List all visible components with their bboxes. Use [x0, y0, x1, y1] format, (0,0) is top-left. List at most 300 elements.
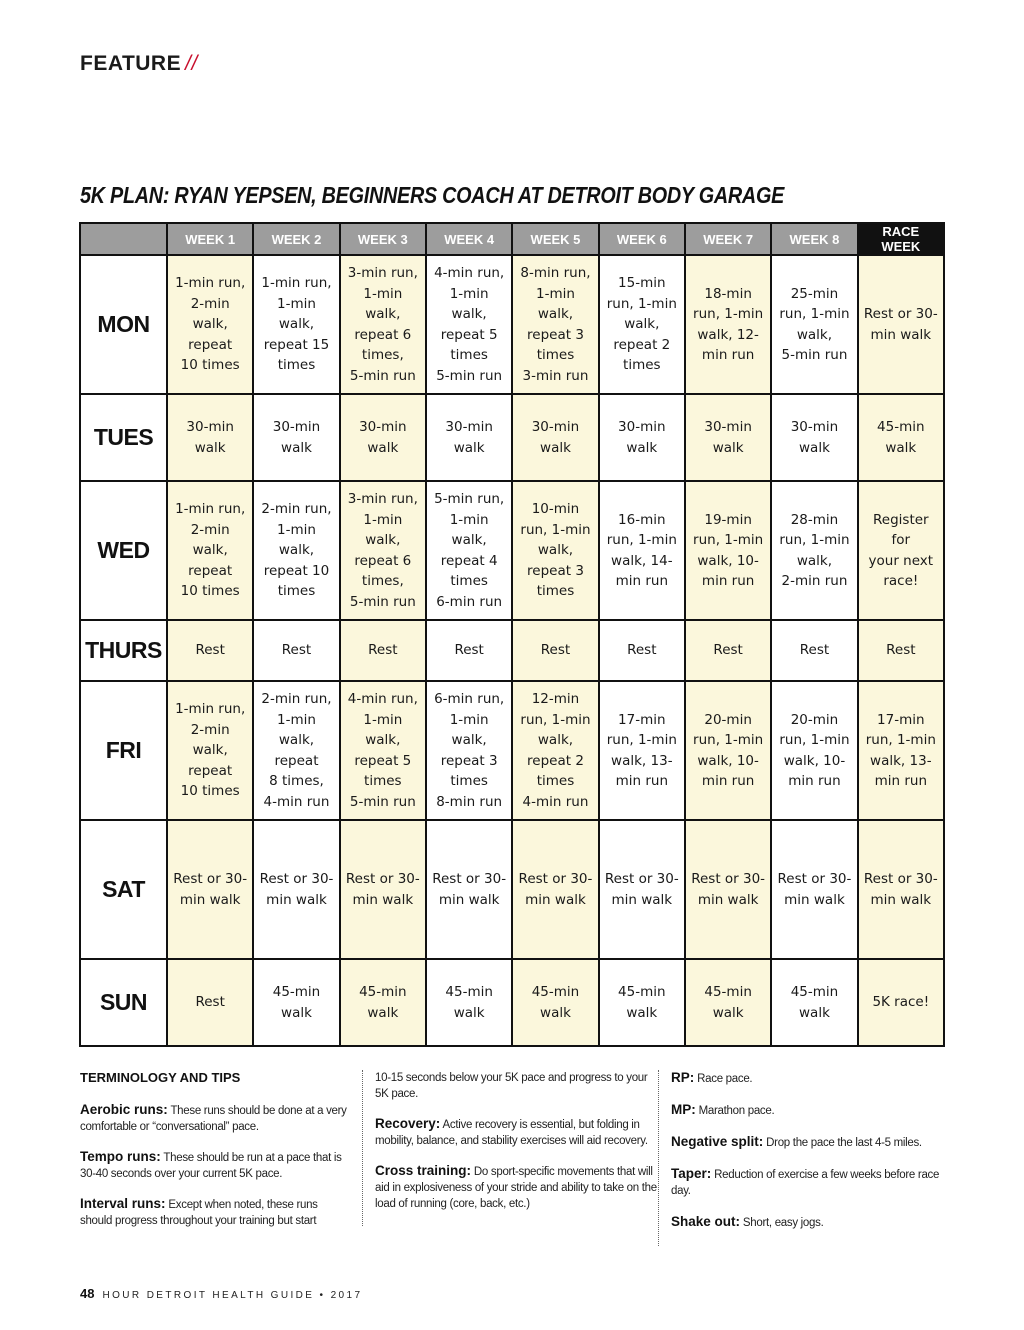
workout-line: 3-min run,: [347, 265, 418, 281]
workout-line: repeat 10: [263, 562, 330, 579]
workout-cell: [167, 255, 253, 394]
day-label: SAT: [80, 820, 167, 959]
workout-cell: [340, 620, 426, 681]
workout-line: Register for: [873, 511, 929, 548]
workout-line: Rest: [713, 642, 743, 659]
table-row: [80, 255, 944, 394]
workout-line: 30-min: [790, 419, 839, 435]
workout-line: 25-min: [790, 285, 839, 302]
workout-line: 30-min: [704, 419, 752, 435]
term-entry: [80, 1102, 352, 1135]
workout-line: repeat 6: [354, 326, 412, 343]
workout-cell: [771, 959, 857, 1046]
workout-line: 45-min: [618, 984, 666, 1000]
workout-cell: [771, 681, 857, 820]
workout-line: 45-min: [877, 419, 925, 435]
term-definition: Drop the pace the last 4-5 miles.: [763, 1137, 922, 1149]
workout-line: 30-min: [618, 419, 666, 435]
workout-cell: [340, 394, 426, 481]
workout-line: run, 1-min: [779, 306, 850, 322]
table-header-row: [80, 223, 944, 255]
workout-cell: [167, 620, 253, 681]
workout-line: times: [277, 357, 316, 374]
workout-line: 5-min run: [349, 593, 416, 610]
workout-cell: [512, 255, 598, 394]
term-definition: Marathon pace.: [695, 1105, 775, 1117]
workout-line: Rest: [195, 994, 225, 1011]
plan-title: 5K PLAN: RYAN YEPSEN, BEGINNERS COACH AT DETROIT BODY GARAGE: [80, 182, 785, 208]
workout-cell: [858, 681, 944, 820]
workout-line: walk: [281, 1004, 312, 1021]
day-label: WED: [80, 481, 167, 620]
workout-cell: [167, 820, 253, 959]
workout-cell: [771, 255, 857, 394]
workout-cell: [340, 255, 426, 394]
week-header-1: WEEK 1: [167, 223, 253, 255]
workout-line: walk: [281, 439, 312, 456]
workout-cell: [167, 481, 253, 620]
workout-line: min run: [701, 573, 755, 589]
workout-line: 30-min: [272, 419, 321, 435]
workout-line: 30-min: [531, 419, 580, 435]
workout-cell: [340, 959, 426, 1046]
workout-line: walk,: [537, 732, 574, 748]
workout-cell: [599, 481, 685, 620]
workout-line: min run: [701, 347, 755, 363]
workout-line: times,: [361, 347, 404, 363]
workout-line: 45-min: [531, 984, 580, 1000]
workout-cell: [426, 255, 512, 394]
workout-line: 1-min run,: [175, 275, 246, 292]
workout-line: race!: [883, 573, 919, 589]
workout-line: 30-min: [359, 419, 407, 435]
workout-line: walk: [712, 1004, 744, 1021]
workout-line: repeat 2: [527, 752, 584, 769]
workout-line: walk: [799, 439, 830, 456]
workout-line: Rest: [886, 642, 916, 659]
week-header-6: WEEK 6: [599, 223, 685, 255]
workout-cell: [253, 394, 339, 481]
workout-line: run, 1-min: [693, 732, 764, 748]
workout-line: 45-min: [704, 984, 752, 1000]
workout-cell: [599, 959, 685, 1046]
workout-cell: [167, 959, 253, 1046]
workout-line: 30-min: [445, 419, 493, 435]
workout-line: Rest or 30-: [863, 306, 938, 322]
workout-line: Rest: [195, 642, 225, 659]
workout-line: 1-min run,: [175, 701, 246, 718]
workout-line: 5K race!: [872, 994, 930, 1011]
workout-line: times: [450, 347, 488, 363]
workout-line: 5-min run: [349, 367, 416, 384]
training-plan-table: [79, 222, 945, 1047]
workout-line: 1-min: [449, 285, 489, 302]
workout-cell: [858, 959, 944, 1046]
week-header-7: WEEK 7: [685, 223, 771, 255]
workout-line: walk,: [796, 326, 833, 343]
workout-line: 45-min: [445, 984, 493, 1000]
workout-line: 2-min: [190, 521, 230, 538]
workout-line: 17-min: [618, 711, 666, 728]
workout-line: walk: [626, 1004, 658, 1021]
workout-line: 19-min: [704, 511, 752, 528]
workout-line: min walk: [784, 891, 845, 908]
workout-cell: [771, 481, 857, 620]
workout-line: min walk: [697, 891, 759, 908]
day-label: FRI: [80, 681, 167, 820]
workout-cell: [512, 481, 598, 620]
workout-line: 4-min run: [263, 793, 330, 810]
table-row: [80, 481, 944, 620]
workout-line: repeat 5: [440, 326, 498, 343]
workout-cell: [599, 620, 685, 681]
week-header-9: RACE WEEK: [858, 223, 944, 255]
term-name: Negative split:: [671, 1134, 764, 1149]
workout-line: 18-min: [704, 285, 752, 302]
workout-line: 1-min: [363, 711, 403, 728]
workout-line: walk: [453, 1004, 485, 1021]
workout-cell: [599, 820, 685, 959]
workout-cell: [512, 394, 598, 481]
term-definition: Do sport-specific movements that will aid in explosiveness of your stride and ability to take on the load of running (core, back, etc.): [375, 1166, 657, 1210]
term-name: Aerobic runs:: [80, 1102, 168, 1117]
workout-cell: [858, 394, 944, 481]
workout-line: walk,: [451, 532, 487, 548]
workout-cell: [340, 681, 426, 820]
term-definition: Race pace.: [694, 1073, 753, 1085]
workout-line: repeat 3: [440, 752, 498, 769]
workout-line: 10 times: [180, 783, 240, 800]
page-number: 48: [80, 1286, 95, 1301]
workout-line: min walk: [870, 326, 932, 343]
workout-line: walk,: [451, 306, 487, 322]
workout-line: run, 1-min: [693, 532, 764, 548]
workout-line: 45-min: [790, 984, 839, 1000]
terminology-list-2: [375, 1116, 659, 1212]
table-row: [80, 681, 944, 820]
workout-line: walk,: [192, 542, 228, 559]
workout-line: repeat: [274, 752, 319, 769]
week-header-8: WEEK 8: [771, 223, 857, 255]
workout-line: 17-min: [877, 711, 925, 728]
workout-cell: [426, 394, 512, 481]
term-entry: [671, 1214, 961, 1231]
workout-line: Rest or 30-: [259, 871, 334, 887]
workout-cell: [771, 394, 857, 481]
workout-cell: [340, 820, 426, 959]
workout-line: repeat 15: [263, 336, 330, 353]
workout-cell: [599, 681, 685, 820]
workout-cell: [858, 255, 944, 394]
workout-line: 1-min run,: [261, 275, 332, 292]
workout-line: times: [277, 583, 316, 600]
term-entry: [375, 1163, 659, 1212]
workout-line: run, 1-min: [865, 732, 936, 748]
workout-line: 8-min run,: [520, 265, 591, 281]
workout-line: repeat 5: [354, 752, 412, 769]
workout-cell: [253, 255, 339, 394]
workout-cell: [512, 959, 598, 1046]
workout-line: 28-min: [790, 511, 839, 528]
workout-line: 16-min: [618, 511, 666, 528]
term-name: Tempo runs:: [80, 1149, 161, 1164]
workout-line: walk, 10-: [783, 752, 846, 769]
workout-line: walk, 14-: [611, 552, 673, 569]
term-name: Cross training:: [375, 1163, 472, 1178]
workout-line: 10 times: [180, 357, 240, 374]
workout-line: 3-min run: [522, 367, 589, 384]
workout-line: 2-min: [190, 295, 230, 312]
term-definition: These runs should be done at a very comfortable or “conversational” pace.: [80, 1105, 347, 1133]
workout-cell: [599, 394, 685, 481]
workout-line: Rest or 30-: [604, 871, 679, 887]
workout-line: min run: [615, 573, 669, 589]
workout-line: 1-min: [449, 511, 489, 528]
term-name: Shake out:: [671, 1214, 741, 1229]
workout-line: 45-min: [272, 984, 321, 1000]
workout-line: run, 1-min: [606, 295, 677, 312]
workout-line: repeat 6: [354, 552, 412, 569]
workout-line: 1-min: [449, 711, 489, 728]
workout-cell: [253, 681, 339, 820]
terminology-column-3: [658, 1070, 961, 1246]
workout-line: walk,: [537, 542, 574, 559]
workout-line: walk: [194, 439, 226, 456]
workout-line: walk: [453, 439, 485, 456]
term-name: MP:: [671, 1102, 696, 1117]
workout-line: walk: [626, 439, 658, 456]
term-definition: Reduction of exercise a few weeks before race day.: [671, 1169, 940, 1197]
workout-line: repeat 3: [527, 562, 584, 579]
term-definition: Active recovery is essential, but folding in mobility, balance, and stability exercises will aid recovery.: [375, 1119, 648, 1147]
workout-line: 45-min: [359, 984, 407, 1000]
workout-line: min walk: [266, 891, 327, 908]
term-name: Recovery:: [375, 1116, 441, 1131]
workout-line: 4-min run,: [347, 691, 418, 707]
workout-line: walk,: [451, 732, 487, 748]
workout-line: 6-min run,: [434, 691, 505, 707]
workout-cell: [771, 620, 857, 681]
workout-line: 4-min run: [522, 793, 589, 810]
workout-line: walk,: [365, 532, 401, 548]
workout-line: min walk: [525, 891, 586, 908]
workout-cell: [685, 481, 771, 620]
term-entry: [671, 1102, 961, 1119]
workout-line: 2-min: [190, 721, 230, 738]
workout-cell: [253, 620, 339, 681]
week-header-5: WEEK 5: [512, 223, 598, 255]
workout-line: min walk: [870, 891, 932, 908]
workout-line: walk,: [624, 316, 660, 333]
workout-line: repeat 4: [440, 552, 498, 569]
workout-line: times: [623, 357, 661, 374]
workout-line: repeat: [188, 762, 233, 779]
workout-line: 2-min run,: [261, 501, 332, 518]
term-entry: [80, 1196, 352, 1229]
term-definition: These should be run at a pace that is 30-40 seconds over your current 5K pace.: [80, 1152, 342, 1180]
workout-line: min run: [874, 773, 928, 789]
workout-line: walk,: [278, 732, 315, 748]
workout-line: Rest: [281, 642, 312, 659]
terminology-column-1: [80, 1068, 352, 1243]
terminology-list-3: [671, 1070, 961, 1231]
day-label: TUES: [80, 394, 167, 481]
workout-cell: [685, 255, 771, 394]
section-tag-slashes: //: [185, 52, 198, 75]
workout-line: walk: [367, 1004, 399, 1021]
day-label: MON: [80, 255, 167, 394]
workout-line: Rest or 30-: [691, 871, 766, 887]
workout-line: Rest or 30-: [518, 871, 593, 887]
workout-line: Rest: [368, 642, 398, 659]
workout-line: 8 times,: [269, 773, 324, 789]
workout-line: 1-min: [277, 295, 316, 312]
workout-line: Rest or 30-: [345, 871, 420, 887]
workout-line: times: [536, 583, 575, 600]
workout-line: 10 times: [180, 583, 240, 600]
workout-line: run, 1-min: [520, 521, 591, 538]
workout-line: times: [450, 773, 488, 789]
workout-cell: [426, 681, 512, 820]
table-header-corner: [80, 223, 167, 255]
workout-line: walk: [885, 439, 917, 456]
workout-cell: [858, 820, 944, 959]
workout-line: run, 1-min: [693, 306, 764, 322]
workout-cell: [253, 820, 339, 959]
workout-cell: [685, 820, 771, 959]
workout-line: run, 1-min: [779, 732, 850, 748]
workout-line: walk: [799, 1004, 830, 1021]
workout-cell: [253, 481, 339, 620]
workout-line: 5-min run: [781, 347, 848, 363]
week-header-2: WEEK 2: [253, 223, 339, 255]
workout-line: times: [536, 347, 575, 363]
workout-line: walk, 12-: [697, 326, 759, 343]
workout-cell: [426, 959, 512, 1046]
workout-cell: [253, 959, 339, 1046]
workout-line: walk: [540, 1004, 571, 1021]
term-name: RP:: [671, 1070, 695, 1085]
workout-cell: [426, 481, 512, 620]
workout-line: 5-min run: [349, 793, 416, 810]
workout-line: walk: [712, 439, 744, 456]
workout-line: min run: [788, 773, 841, 789]
workout-line: min walk: [438, 891, 500, 908]
workout-cell: [512, 681, 598, 820]
workout-line: min walk: [352, 891, 414, 908]
workout-line: 3-min run,: [347, 491, 418, 507]
workout-line: walk,: [192, 316, 228, 333]
workout-line: 4-min run,: [434, 265, 505, 281]
workout-line: Rest or 30-: [173, 871, 248, 887]
workout-line: walk, 10-: [697, 552, 759, 569]
workout-line: 1-min: [277, 711, 316, 728]
table-row: [80, 959, 944, 1046]
workout-line: 1-min: [536, 285, 575, 302]
table-row: [80, 394, 944, 481]
workout-line: walk, 10-: [697, 752, 759, 769]
table-row: [80, 620, 944, 681]
workout-line: walk,: [365, 306, 401, 322]
workout-line: your next: [868, 552, 934, 569]
term-entry: [671, 1134, 961, 1151]
table-body: [80, 255, 944, 1046]
workout-cell: [858, 481, 944, 620]
workout-line: min walk: [179, 891, 241, 908]
term-definition: Short, easy jogs.: [740, 1217, 824, 1229]
terminology-continuation: 10-15 seconds below your 5K pace and progress to your 5K pace.: [375, 1072, 648, 1100]
term-entry: [671, 1070, 961, 1087]
day-label: SUN: [80, 959, 167, 1046]
workout-line: repeat: [188, 336, 233, 353]
workout-line: 15-min: [618, 275, 666, 292]
workout-line: 1-min: [363, 285, 403, 302]
week-header-3: WEEK 3: [340, 223, 426, 255]
workout-line: repeat: [188, 562, 233, 579]
publication-name: HOUR DETROIT HEALTH GUIDE • 2017: [102, 1290, 363, 1301]
workout-line: min run: [701, 773, 755, 789]
workout-line: Rest: [540, 642, 571, 659]
term-name: Taper:: [671, 1166, 712, 1181]
workout-line: 30-min: [186, 419, 234, 435]
workout-line: run, 1-min: [606, 732, 677, 748]
workout-line: 1-min: [277, 521, 316, 538]
workout-line: walk: [540, 439, 571, 456]
section-tag-label: FEATURE: [80, 52, 182, 75]
day-label: THURS: [80, 620, 167, 681]
terminology-list-1: [80, 1102, 352, 1229]
workout-line: 10-min: [531, 501, 580, 518]
workout-line: 5-min run: [436, 367, 503, 384]
workout-line: times: [364, 773, 402, 789]
terminology-heading: TERMINOLOGY AND TIPS: [80, 1070, 241, 1085]
workout-line: walk, 13-: [611, 752, 673, 769]
workout-cell: [685, 620, 771, 681]
section-tag: [80, 52, 198, 76]
term-entry: [80, 1149, 352, 1182]
table-row: [80, 820, 944, 959]
workout-line: run, 1-min: [606, 532, 677, 548]
workout-line: walk,: [796, 552, 833, 569]
workout-line: Rest: [454, 642, 484, 659]
term-definition: Except when noted, these runs should progress throughout your training but start: [80, 1199, 318, 1227]
workout-line: min run: [615, 773, 669, 789]
workout-cell: [167, 394, 253, 481]
workout-line: run, 1-min: [520, 711, 591, 728]
workout-cell: [512, 620, 598, 681]
workout-line: repeat 2: [613, 336, 671, 353]
workout-line: Rest: [799, 642, 830, 659]
workout-line: 8-min run: [436, 793, 503, 810]
workout-line: walk, 13-: [870, 752, 932, 769]
workout-line: Rest or 30-: [863, 871, 938, 887]
workout-line: run, 1-min: [779, 532, 850, 548]
workout-cell: [599, 255, 685, 394]
workout-line: Rest: [627, 642, 657, 659]
workout-cell: [858, 620, 944, 681]
workout-line: walk,: [192, 742, 228, 759]
workout-cell: [340, 481, 426, 620]
workout-line: Rest or 30-: [432, 871, 507, 887]
workout-line: times,: [361, 573, 404, 589]
workout-cell: [512, 820, 598, 959]
workout-line: 12-min: [531, 691, 580, 707]
workout-cell: [167, 681, 253, 820]
term-name: Interval runs:: [80, 1196, 166, 1211]
workout-line: 1-min: [363, 511, 403, 528]
workout-cell: [685, 681, 771, 820]
workout-line: walk,: [365, 732, 401, 748]
